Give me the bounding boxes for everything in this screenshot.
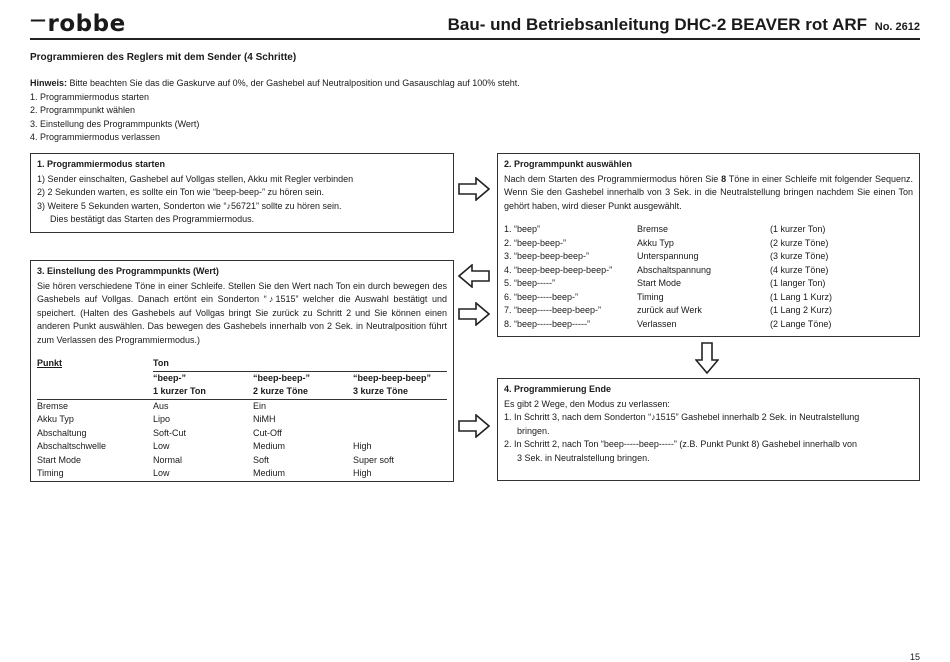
- tone-description-cell: (1 Lang 2 Kurz): [770, 305, 833, 315]
- value-cell: Super soft: [353, 454, 395, 465]
- program-point-cell: Abschaltspannung: [637, 264, 712, 275]
- value-cell: High: [353, 468, 372, 478]
- hint-line: [30, 77, 520, 91]
- step1-line: 1) Sender einschalten, Gashebel auf Vollgas stellen, Akku mit Regler verbinden: [37, 173, 354, 184]
- program-point-cell: Timing: [637, 291, 664, 302]
- step3-box: [30, 260, 454, 482]
- tone-sequence-cell: 5. “beep-----”: [504, 278, 556, 288]
- tone-desc-2: 2 kurze Töne: [253, 386, 309, 396]
- intro-step: 4. Programmiermodus verlassen: [30, 132, 161, 142]
- value-cell: [353, 427, 447, 441]
- value-cell: Low: [153, 441, 170, 451]
- program-point-cell: Bremse: [637, 224, 669, 234]
- tone-sequence-row: [504, 318, 832, 332]
- tone-sequence-row: [504, 291, 832, 305]
- robbe-logo: [30, 11, 126, 37]
- value-table-row: [37, 427, 447, 441]
- tone-description-cell: (2 kurze Töne): [770, 237, 829, 248]
- value-table: [37, 357, 447, 481]
- value-table-row: [37, 413, 447, 427]
- arrow-right-icon: [458, 414, 490, 438]
- empty-header-cell: [37, 371, 153, 385]
- step3-title: 3. Einstellung des Programmpunkts (Wert): [37, 266, 219, 276]
- step1-continuation: Dies bestätigt das Starten des Programmiermodus.: [50, 214, 255, 224]
- tone-sequence-row: [504, 223, 832, 237]
- intro: [30, 77, 520, 145]
- value-table-row: [37, 399, 447, 413]
- step4-line: 1. In Schritt 3, nach dem Sonderton “♪1515” Gashebel innerhalb 2 Sek. in Neutralstellung: [504, 412, 860, 422]
- program-point-cell: Akku Typ: [37, 414, 74, 424]
- tone-sequence-row: [504, 237, 832, 251]
- tone-sequence-row: [504, 250, 832, 264]
- program-point-cell: Unterspannung: [637, 251, 699, 261]
- tone-description-cell: (4 kurze Töne): [770, 264, 829, 275]
- program-point-cell: zurück auf Werk: [637, 305, 702, 315]
- document-number: No. 2612: [874, 21, 920, 33]
- value-cell: Aus: [153, 400, 169, 411]
- logo-text: robbe: [47, 11, 126, 37]
- value-cell: NiMH: [253, 414, 276, 424]
- program-point-cell: Timing: [37, 468, 64, 478]
- tone-description-cell: (3 kurze Töne): [770, 251, 829, 261]
- step2-text: [504, 173, 913, 214]
- arrow-right-icon: [458, 177, 490, 201]
- tone-description-cell: (1 langer Ton): [770, 278, 826, 288]
- section-title: Programmieren des Reglers mit dem Sender (4 Schritte): [30, 52, 297, 63]
- step2-text-after: Töne in einer Schleife mit folgender Sequenz. Wenn Sie den Gashebel innerhalb von 3 Sek. in die Neutralstellung bringen nachdem Sie einen Ton gehört haben, wird dieser Punkt ausgewählt.: [504, 173, 913, 211]
- tone-description-cell: (2 Lange Töne): [770, 318, 832, 329]
- step4-line: 3 Sek. in Neutralstellung bringen.: [517, 452, 650, 463]
- tone-header-1: “beep-”: [153, 371, 253, 385]
- value-cell: Medium: [253, 441, 286, 451]
- tone-sequence-cell: 1. “beep”: [504, 224, 541, 234]
- value-table-header-row: [37, 357, 447, 371]
- step1-line: 3) Weitere 5 Sekunden warten, Sonderton wie “♪56721” sollte zu hören sein.: [37, 200, 342, 211]
- step4-box: [497, 378, 920, 481]
- logo-mark-icon: —: [30, 10, 47, 29]
- document-title: [448, 15, 920, 35]
- step4-line: Es gibt 2 Wege, den Modus zu verlassen:: [504, 398, 670, 409]
- tone-sequence-row: [504, 277, 832, 291]
- value-cell: Ein: [253, 400, 267, 411]
- col-header-ton: Ton: [153, 358, 169, 368]
- tone-sequence-cell: 4. “beep-beep-beep-beep-”: [504, 264, 613, 275]
- step4-line: bringen.: [517, 425, 550, 436]
- arrow-down-icon: [695, 342, 719, 374]
- tone-sequence-cell: 2. “beep-beep-”: [504, 237, 567, 248]
- arrow-right-icon: [458, 302, 490, 326]
- tone-desc-3: 3 kurze Töne: [353, 386, 409, 396]
- value-cell: Soft-Cut: [153, 427, 187, 438]
- value-cell: Medium: [253, 468, 286, 478]
- value-table-row: [37, 467, 447, 481]
- value-cell: Cut-Off: [253, 427, 282, 438]
- step2-title: 2. Programmpunkt auswählen: [504, 159, 633, 169]
- value-cell: Lipo: [153, 414, 171, 424]
- program-point-cell: Start Mode: [37, 454, 82, 465]
- hint-label: Hinweis:: [30, 78, 68, 88]
- step1-line: 2) 2 Sekunden warten, es sollte ein Ton wie “beep-beep-” zu hören sein.: [37, 187, 325, 197]
- value-cell: Soft: [253, 454, 270, 465]
- tone-sequence-cell: 6. “beep-----beep-”: [504, 291, 579, 302]
- value-cell: Low: [153, 468, 170, 478]
- tone-sequence-table: [504, 223, 832, 331]
- step2-text-before: Nach dem Starten des Programmiermodus hören Sie: [504, 173, 722, 184]
- value-cell: [353, 413, 447, 427]
- header-rule: [30, 38, 920, 40]
- tone-header-2: “beep-beep-”: [253, 371, 353, 385]
- step2-text-bold: 8: [721, 173, 727, 184]
- tone-description-cell: (1 Lang 1 Kurz): [770, 291, 833, 302]
- program-point-cell: Abschaltung: [37, 427, 87, 438]
- tone-sequence-cell: 8. “beep-----beep-----”: [504, 318, 591, 329]
- value-table-row: [37, 440, 447, 454]
- intro-step: 3. Einstellung des Programmpunkts (Wert): [30, 118, 200, 129]
- value-cell: [353, 399, 447, 413]
- intro-step: 2. Programmpunkt wählen: [30, 105, 136, 115]
- intro-step: 1. Programmiermodus starten: [30, 91, 150, 102]
- step1-title: 1. Programmiermodus starten: [37, 159, 166, 169]
- value-table-tone-row: [37, 371, 447, 385]
- step4-title: 4. Programmierung Ende: [504, 384, 612, 394]
- tone-desc-1: 1 kurzer Ton: [153, 386, 206, 396]
- step4-line: 2. In Schritt 2, nach Ton “beep-----beep-----” (z.B. Punkt Punkt 8) Gashebel innerhalb von: [504, 439, 857, 449]
- program-point-cell: Start Mode: [637, 278, 682, 288]
- col-header-punkt: Punkt: [37, 358, 63, 368]
- tone-header-3: “beep-beep-beep”: [353, 371, 447, 385]
- program-point-cell: Abschaltschwelle: [37, 441, 107, 451]
- arrow-left-icon: [458, 264, 490, 288]
- tone-sequence-row: [504, 304, 832, 318]
- step2-box: [497, 153, 920, 337]
- value-cell: High: [353, 441, 372, 451]
- value-table-row: [37, 454, 447, 468]
- hint-text: Bitte beachten Sie das die Gaskurve auf 0%, der Gashebel auf Neutralposition und Gasauschlag auf 100% steht.: [67, 78, 520, 88]
- value-table-tone-desc-row: [37, 385, 447, 399]
- program-point-cell: Akku Typ: [637, 237, 674, 248]
- tone-sequence-cell: 3. “beep-beep-beep-”: [504, 251, 590, 261]
- document-title-text: Bau- und Betriebsanleitung DHC-2 BEAVER rot ARF: [447, 15, 868, 34]
- step3-text: Sie hören verschiedene Töne in einer Schleife. Stellen Sie den Wert nach Ton ein durch bewegen des Gashebels auf Vollgas. Danach ertönt ein Sonderton “♪1515” welcher die Auswahl bestätigt und speichert. (Halten des Gashebels auf Vollgas bringt Sie zurück zu Schritt 2 und Sie können einen anderen Punkt auswählen. Das bewegen des Gashebels innerhalb von 2 Sek. in Neutralposition führt zum Verlassen des Programmiermodus.): [37, 280, 447, 345]
- tone-sequence-cell: 7. “beep-----beep-beep-”: [504, 305, 602, 315]
- program-point-cell: Verlassen: [637, 318, 677, 329]
- page-number: 15: [909, 652, 920, 662]
- step1-box: [30, 153, 454, 233]
- empty-header-cell: [37, 385, 153, 399]
- tone-sequence-row: [504, 264, 832, 278]
- value-cell: Normal: [153, 454, 183, 465]
- tone-description-cell: (1 kurzer Ton): [770, 224, 826, 234]
- program-point-cell: Bremse: [37, 400, 69, 411]
